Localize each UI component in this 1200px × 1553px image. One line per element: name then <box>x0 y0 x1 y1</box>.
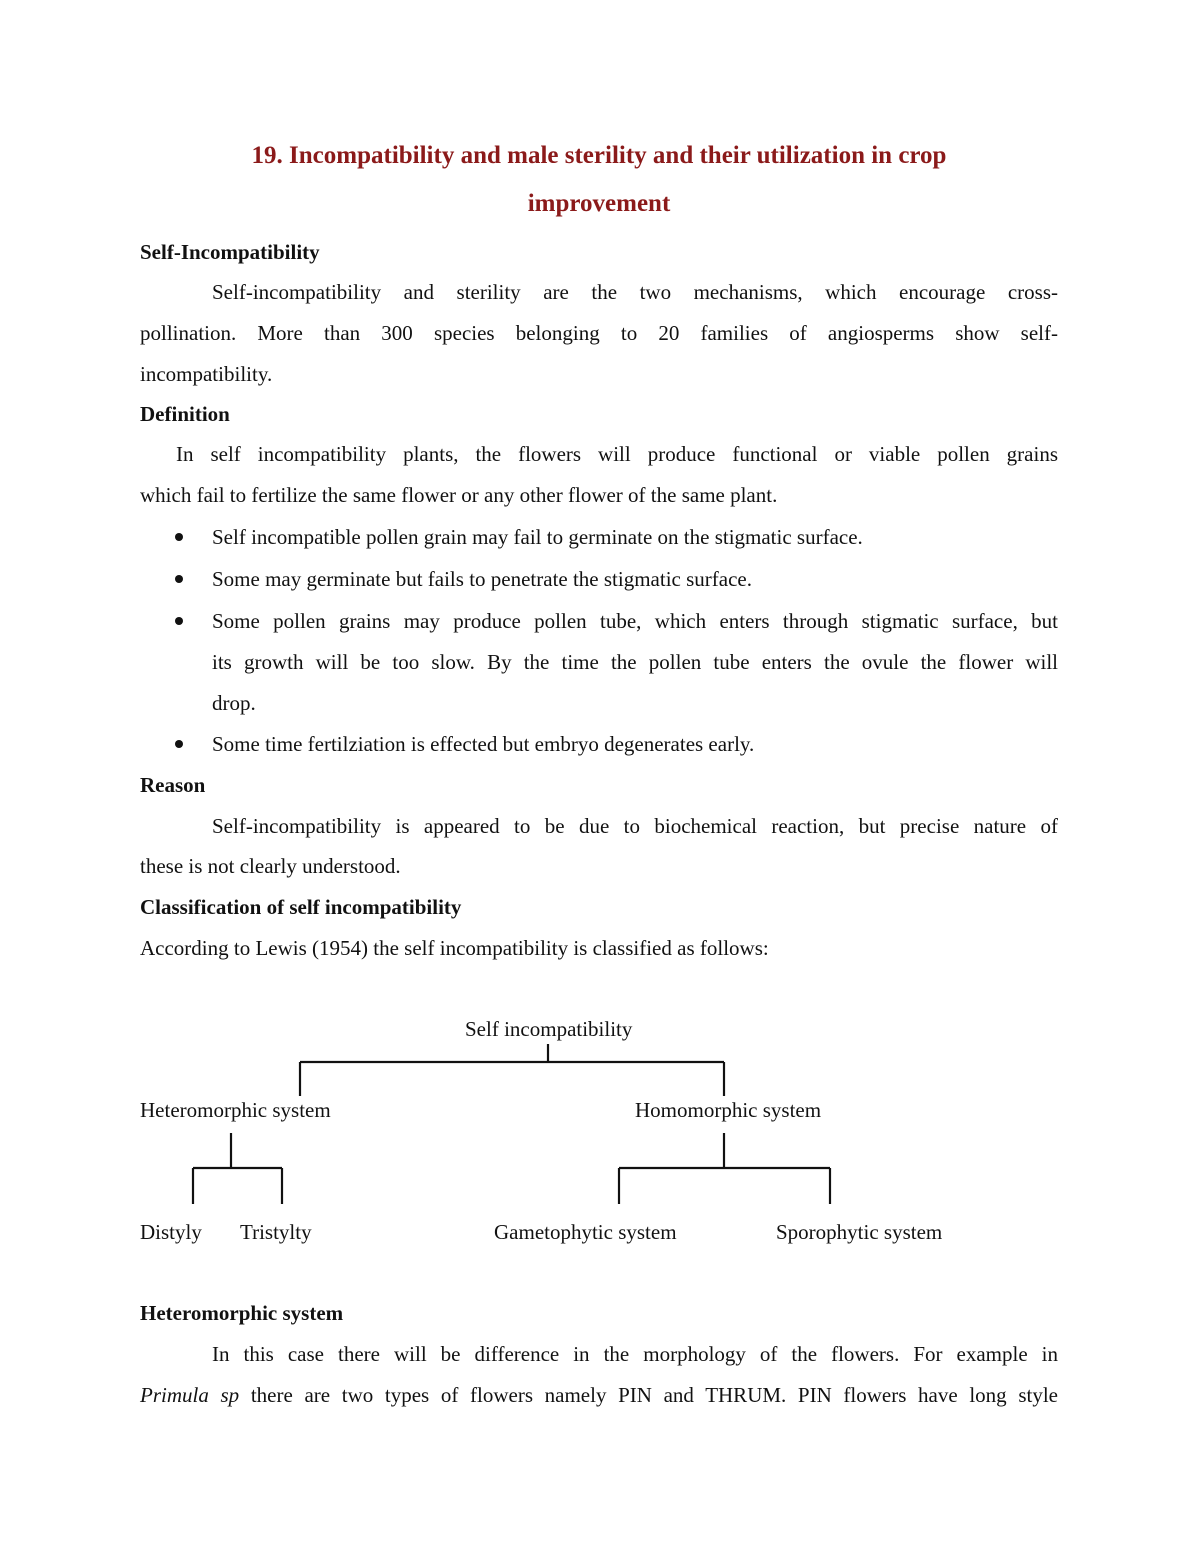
bullet-item-continued: drop. <box>212 691 256 715</box>
paragraph-line: these is not clearly understood. <box>140 854 401 878</box>
bullet-item: Some pollen grains may produce pollen tube, which enters through stigmatic surface, but <box>212 609 1058 633</box>
heading-heteromorphic: Heteromorphic system <box>140 1301 344 1325</box>
title-line-1: 19. Incompatibility and male sterility and their utilization in crop <box>251 142 947 169</box>
paragraph-line: In self incompatibility plants, the flowers will produce functional or viable pollen grains <box>176 442 1058 466</box>
heading-self-incompatibility: Self-Incompatibility <box>140 240 320 264</box>
bullet-item: Some time fertilziation is effected but embryo degenerates early. <box>212 732 755 756</box>
paragraph-line: incompatibility. <box>140 362 273 386</box>
diagram-leaf-tristylty: Tristylty <box>240 1220 312 1244</box>
paragraph-line: pollination. More than 300 species belonging to 20 families of angiosperms show self- <box>140 321 1058 345</box>
diagram-right-label: Homomorphic system <box>635 1098 822 1122</box>
species-name-italic: Primula sp <box>140 1383 240 1407</box>
diagram-left-label: Heteromorphic system <box>140 1098 331 1122</box>
paragraph-line: Self-incompatibility is appeared to be due to biochemical reaction, but precise nature of <box>212 814 1058 838</box>
heading-classification: Classification of self incompatibility <box>140 895 462 919</box>
paragraph-line-mixed <box>140 1383 1058 1408</box>
heading-definition: Definition <box>140 402 230 426</box>
heading-reason: Reason <box>140 773 206 797</box>
diagram-leaf-sporophytic: Sporophytic system <box>776 1220 943 1244</box>
title-line-2: improvement <box>527 190 671 217</box>
diagram-root-label: Self incompatibility <box>465 1017 633 1041</box>
diagram-leaf-distyly: Distyly <box>140 1220 202 1244</box>
bullet-item: Some may germinate but fails to penetrate the stigmatic surface. <box>212 567 752 591</box>
bullet-item: Self incompatible pollen grain may fail to germinate on the stigmatic surface. <box>212 525 863 549</box>
paragraph-line: According to Lewis (1954) the self incompatibility is classified as follows: <box>140 936 769 960</box>
paragraph-text: there are two types of flowers namely PIN and THRUM. PIN flowers have long style <box>239 1383 1058 1407</box>
paragraph-line: which fail to fertilize the same flower or any other flower of the same plant. <box>140 483 778 507</box>
paragraph-line: In this case there will be difference in the morphology of the flowers. For example in <box>212 1342 1058 1366</box>
bullet-item-continued: its growth will be too slow. By the time the pollen tube enters the ovule the flower will <box>212 650 1058 674</box>
paragraph-line: Self-incompatibility and sterility are the two mechanisms, which encourage cross- <box>212 280 1058 304</box>
diagram-leaf-gametophytic: Gametophytic system <box>494 1220 677 1244</box>
